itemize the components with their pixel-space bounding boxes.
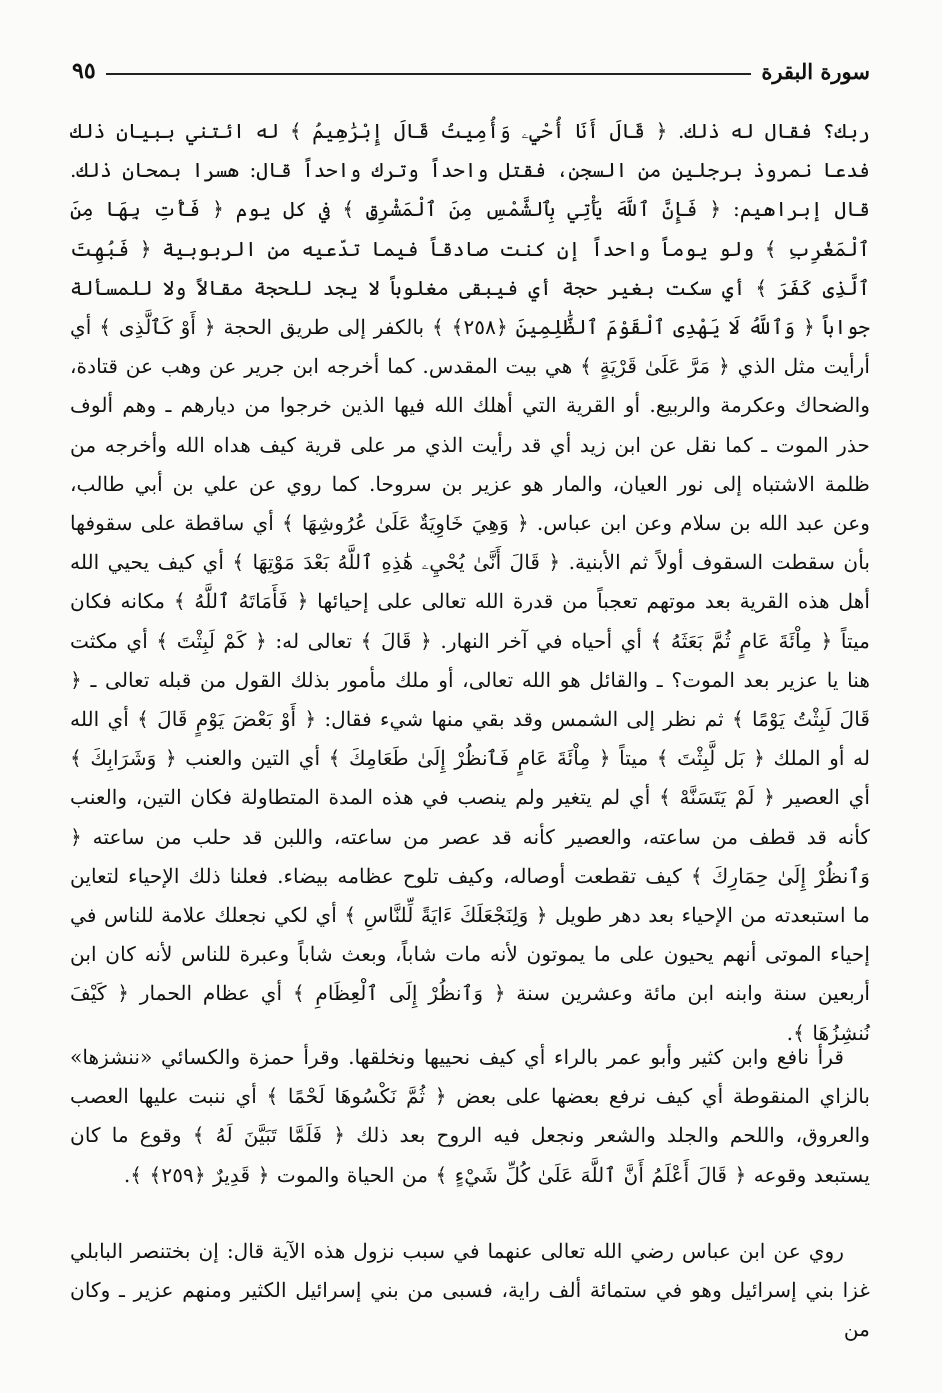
surah-title: سورة البقرة: [761, 58, 870, 84]
commentary-block-3: [70, 1232, 870, 1350]
commentary-block-1: [70, 112, 870, 1053]
paragraph-3: روي عن ابن عباس رضي الله تعالى عنهما في سبب نزول هذه الآية قال: إن بختنصر البابلي غزا بني إسرائيل وهو في ستمائة ألف راية، فسبى من بني إسرائيل الكثير ومنهم عزير ـ وكان من: [70, 1239, 870, 1342]
header-rule: [106, 73, 752, 75]
paragraph-1: ربك؟ فقال له ذلك. ﴿ قَالَ أَنَا أُحْيِۦ وَأُمِيتُ قَالَ إِبْرَٰهِيمُ ﴾ له ائتني ببيان ذلك فدعا نمروذ برجلين من السجن، فقتل واحداً وترك واحداً قال: هسرا بمحان ذلك. قال إبراهيم: ﴿ فَإِنَّ ٱللَّهَ يَأْتِي بِٱلشَّمْسِ مِنَ ٱلْمَشْرِقِ ﴾ في كل يوم ﴿ فَأْتِ بِهَا مِنَ ٱلْمَغْرِبِ ﴾ ولو يوماً واحداً إن كنت صادقاً فيما تدّعيه من الربوبية ﴿ فَبُهِتَ ٱلَّذِى كَفَرَ ﴾ أي سكت بغير حجة أي فيبقى مغلوباً لا يجد للحجة مقالاً ولا للمسألة جواباً ﴿ وَٱللَّهُ لَا يَهْدِى ٱلْقَوْمَ ٱلظَّٰلِمِينَ ﴿٢٥٨﴾ ﴾ بالكفر إلى طريق الحجة ﴿ أَوْ كَٱلَّذِى ﴾ أي أرأيت مثل الذي ﴿ مَرَّ عَلَىٰ قَرْيَةٍ ﴾ هي بيت المقدس. كما أخرجه ابن جرير عن وهب عن قتادة، والضحاك وعكرمة والربيع. أو القرية التي أهلك الله فيها الذين خرجوا من ديارهم ـ وهم ألوف حذر الموت ـ كما نقل عن ابن زيد أي قد رأيت الذي مر على قرية كيف هداه الله وأخرجه من ظلمة الاشتباه إلى نور العيان، والمار هو عزير بن سروحا. كما روي عن علي بن أبي طالب، وعن عبد الله بن سلام وعن ابن عباس. ﴿ وَهِيَ خَاوِيَةٌ عَلَىٰ عُرُوشِهَا ﴾ أي ساقطة على سقوفها بأن سقطت السقوف أولاً ثم الأبنية. ﴿ قَالَ أَنَّىٰ يُحْيِۦ هَٰذِهِ ٱللَّهُ بَعْدَ مَوْتِهَا ﴾ أي كيف يحيي الله أهل هذه القرية بعد موتهم تعجباً من قدرة الله تعالى على إحيائها ﴿ فَأَمَاتَهُ ٱللَّهُ ﴾ مكانه فكان ميتاً ﴿ مِاْئَةَ عَامٍ ثُمَّ بَعَثَهُ ﴾ أي أحياه في آخر النهار. ﴿ قَالَ ﴾ تعالى له: ﴿ كَمْ لَبِثْتَ ﴾ أي مكثت هنا يا عزير بعد الموت؟ ـ والقائل هو الله تعالى، أو ملك مأمور بذلك القول من قبله تعالى ـ ﴿ قَالَ لَبِثْتُ يَوْمًا ﴾ ثم نظر إلى الشمس وقد بقي منها شيء فقال: ﴿ أَوْ بَعْضَ يَوْمٍ قَالَ ﴾ أي الله له أو الملك ﴿ بَل لَّبِثْتَ ﴾ ميتاً ﴿ مِاْئَةَ عَامٍ فَٱنظُرْ إِلَىٰ طَعَامِكَ ﴾ أي التين والعنب ﴿ وَشَرَابِكَ ﴾ أي العصير ﴿ لَمْ يَتَسَنَّهْ ﴾ أي لم يتغير ولم ينصب في هذه المدة المتطاولة فكان التين، والعنب كأنه قد قطف من ساعته، والعصير كأنه قد عصر من ساعته، واللبن قد حلب من ساعته ﴿ وَٱنظُرْ إِلَىٰ حِمَارِكَ ﴾ كيف تقطعت أوصاله، وكيف تلوح عظامه بيضاء. فعلنا ذلك الإحياء لتعاين ما استبعدته من الإحياء بعد دهر طويل ﴿ وَلِنَجْعَلَكَ ءَايَةً لِّلنَّاسِ ﴾ أي لكي نجعلك علامة للناس في إحياء الموتى أنهم يحيون على ما يموتون لأنه مات شاباً، وبعث شاباً وعبرة للناس لأنه كان ابن أربعين سنة وابنه ابن مائة وعشرين سنة ﴿ وَٱنظُرْ إِلَى ٱلْعِظَامِ ﴾ أي عظام الحمار ﴿ كَيْفَ نُنشِزُهَا ﴾.: [70, 119, 871, 1045]
page-number: ٩٥: [72, 58, 96, 84]
commentary-block-2: [70, 1038, 870, 1195]
paragraph-2: قرأ نافع وابن كثير وأبو عمر بالراء أي كيف نحييها ونخلقها. وقرأ حمزة والكسائي «ننشزها» بالزاي المنقوطة أي كيف نرفع بعضها على بعض ﴿ ثُمَّ نَكْسُوهَا لَحْمًا ﴾ أي ننبت عليها العصب والعروق، واللحم والجلد والشعر ونجعل فيه الروح بعد ذلك ﴿ فَلَمَّا تَبَيَّنَ لَهُ ﴾ وقوع ما كان يستبعد وقوعه ﴿ قَالَ أَعْلَمُ أَنَّ ٱللَّهَ عَلَىٰ كُلِّ شَيْءٍ ﴾ من الحياة والموت ﴿ قَدِيرٌ ﴿٢٥٩﴾ ﴾.: [70, 1045, 870, 1187]
page-header: [72, 54, 870, 88]
